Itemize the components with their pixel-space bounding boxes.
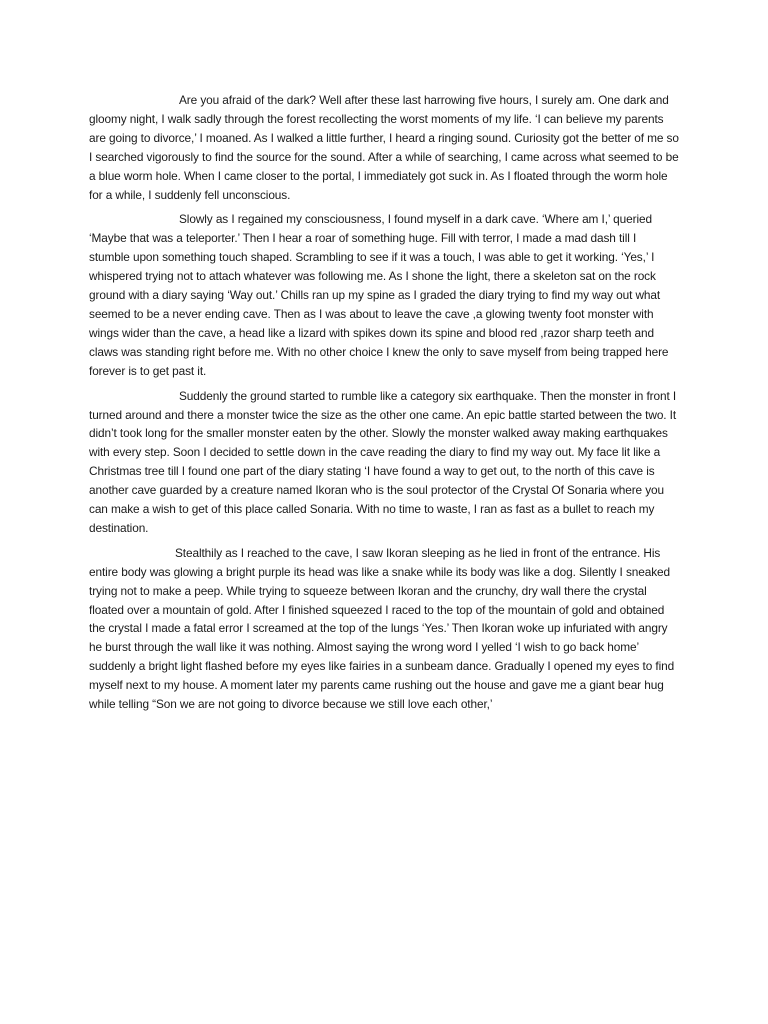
paragraph-4: Stealthily as I reached to the cave, I saw Ikoran sleeping as he lied in front of the entrance. His entire body was glowing a bright purple its head was like a snake while its body was like a dog. Silently I sneaked trying not to make a peep. While trying to squeeze between Ikoran and the crunchy, dry wall there the crystal floated over a mountain of gold. After I finished squeezed I raced to the top of the mountain of gold and obtained the crystal I made a fatal error I screamed at the top of the lungs ‘Yes.’ Then Ikoran woke up infuriated with angry he burst through the wall like it was nothing. Almost saying the wrong word I yelled ‘I wish to go back home’ suddenly a bright light flashed before my eyes like fairies in a sunbeam dance. Gradually I opened my eyes to find myself next to my house. A moment later my parents came rushing out the house and gave me a giant bear hug while telling “Son we are not going to divorce because we still love each other,’ [89,545,675,712]
paragraph-3: Suddenly the ground started to rumble like a category six earthquake. Then the monster in front I turned around and there a monster twice the size as the other one came. An epic battle started between the two. It didn’t took long for the smaller monster eaten by the other. Slowly the monster walked away making earthquakes with every step. Soon I decided to settle down in the cave reading the diary to find my way out. My face lit like a Christmas tree till I found one part of the diary stating ‘I have found a way to get out, to the north of this cave is another cave guarded by a creature named Ikoran who is the soul protector of the Crystal Of Sonaria where you can make a wish to get of this place called Sonaria. With no time to waste, I ran as fast as a bullet to reach my destination. [89,388,677,535]
paragraph-2: Slowly as I regained my consciousness, I found myself in a dark cave. ‘Where am I,’ queried ‘Maybe that was a teleporter.’ Then I hear a roar of something huge. Fill with terror, I made a mad dash till I stumble upon something touch shaped. Scrambling to see if it was a touch, I was able to get it working. ‘Yes,’ I whispered trying not to attach whatever was following me. As I shone the light, there a skeleton sat on the rock ground with a diary saying ‘Way out.’ Chills ran up my spine as I graded the diary trying to find my way out what seemed to be a never ending cave. Then as I was about to leave the cave ,a glowing twenty foot monster with wings wider than the cave, a head like a lizard with spikes down its spine and blood red ,razor sharp teeth and claws was standing right before me. With no other choice I knew the only to save myself from being trapped here forever is to get past it. [89,212,669,378]
paragraph-1: Are you afraid of the dark? Well after these last harrowing five hours, I surely am. One dark and gloomy night, I walk sadly through the forest recollecting the worst moments of my life. ‘I can believe my parents are going to divorce,’ I moaned. As I walked a little further, I heard a ringing sound. Curiosity got the better of me so I searched vigorously to find the source for the sound. After a while of searching, I came across what seemed to be a blue worm hole. When I came closer to the portal, I immediately got suck in. As I floated through the worm hole for a while, I suddenly fell unconscious. [89,93,679,202]
story-body [89,91,679,720]
